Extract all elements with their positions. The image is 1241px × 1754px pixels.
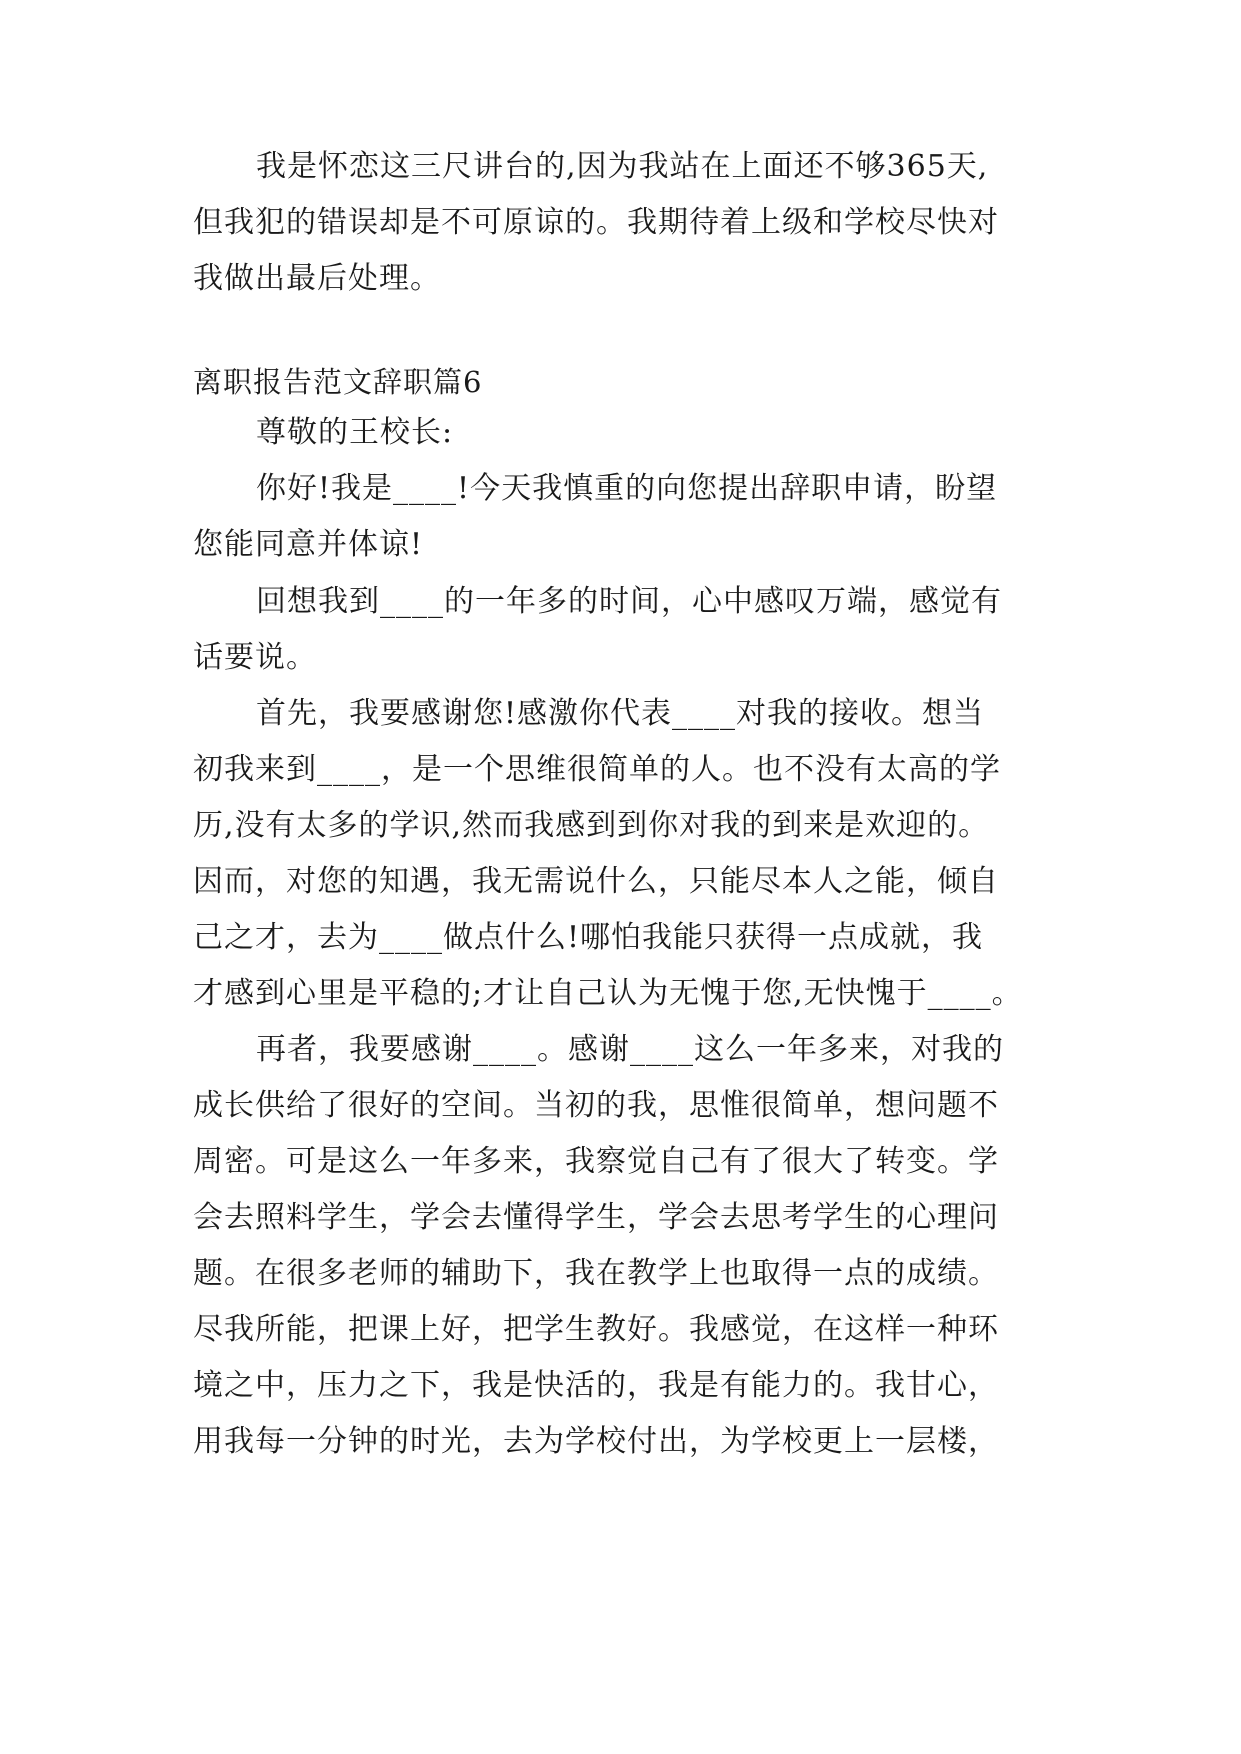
paragraph-line: 话要说。	[193, 640, 317, 675]
paragraph-line: 用我每一分钟的时光，去为学校付出，为学校更上一层楼，	[193, 1424, 999, 1459]
paragraph-line: 但我犯的错误却是不可原谅的。我期待着上级和学校尽快对	[193, 205, 999, 240]
paragraph-line: 您能同意并体谅!	[193, 527, 424, 562]
paragraph-line: 才感到心里是平稳的;才让自己认为无愧于您,无快愧于____。	[193, 976, 1023, 1011]
paragraph-line: 尽我所能，把课上好，把学生教好。我感觉，在这样一种环	[193, 1312, 999, 1347]
paragraph-line: 初我来到____，是一个思维很简单的人。也不没有太高的学	[193, 752, 1001, 787]
paragraph-line: 会去照料学生，学会去懂得学生，学会去思考学生的心理问	[193, 1200, 999, 1235]
paragraph-line: 成长供给了很好的空间。当初的我，思惟很简单，想问题不	[193, 1088, 999, 1123]
paragraph-line: 回想我到____的一年多的时间，心中感叹万端，感觉有	[256, 584, 1002, 619]
paragraph-line: 我做出最后处理。	[193, 261, 441, 296]
paragraph-line: 题。在很多老师的辅助下，我在教学上也取得一点的成绩。	[193, 1256, 999, 1291]
paragraph-line: 我是怀恋这三尺讲台的,因为我站在上面还不够365天,	[256, 149, 989, 184]
paragraph-line: 首先，我要感谢您!感激你代表____对我的接收。想当	[256, 696, 985, 731]
section-title: 离职报告范文辞职篇6	[193, 365, 483, 399]
paragraph-line: 境之中，压力之下，我是快活的，我是有能力的。我甘心，	[193, 1368, 999, 1403]
salutation: 尊敬的王校长:	[256, 415, 454, 450]
paragraph-line: 因而，对您的知遇，我无需说什么，只能尽本人之能，倾自	[193, 864, 999, 899]
paragraph-line: 再者，我要感谢____。感谢____这么一年多来，对我的	[256, 1032, 1004, 1067]
paragraph-line: 你好!我是____!今天我慎重的向您提出辞职申请，盼望	[256, 471, 998, 506]
paragraph-line: 历,没有太多的学识,然而我感到到你对我的到来是欢迎的。	[193, 808, 990, 843]
paragraph-line: 己之才，去为____做点什么!哪怕我能只获得一点成就，我	[193, 920, 984, 955]
paragraph-line: 周密。可是这么一年多来，我察觉自己有了很大了转变。学	[193, 1144, 999, 1179]
